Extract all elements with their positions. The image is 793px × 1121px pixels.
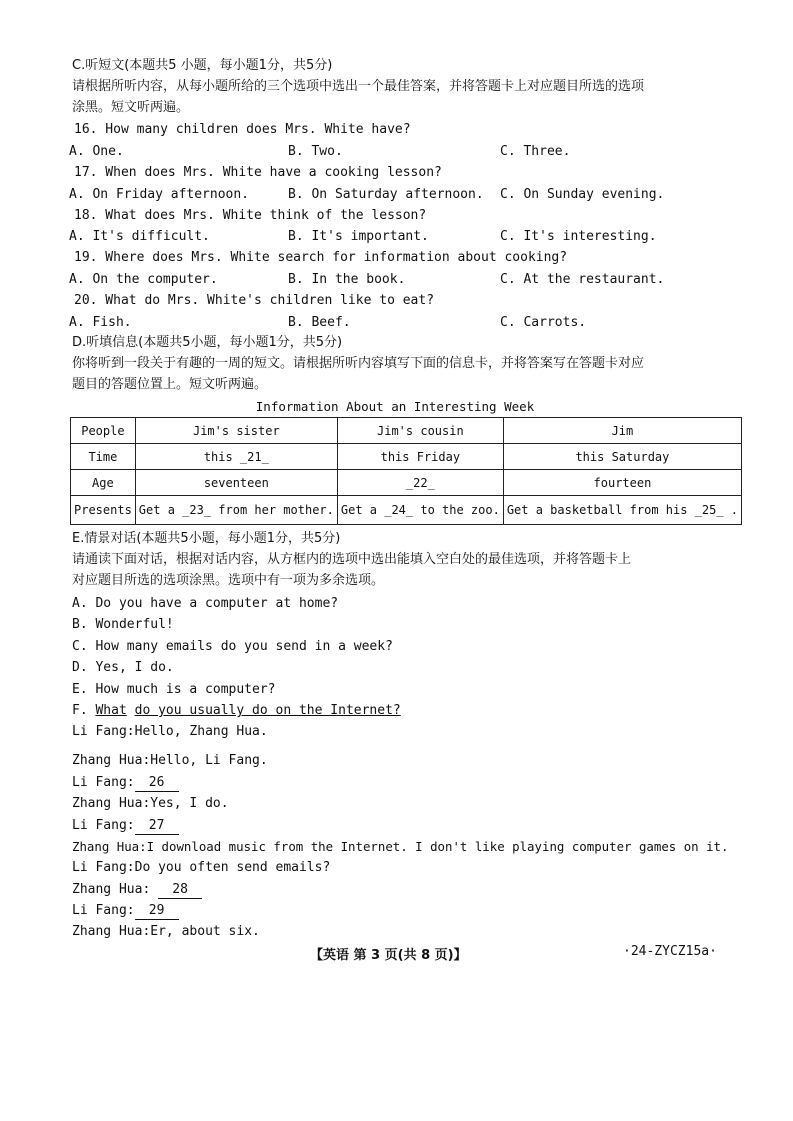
table-cell: Jim's sister [135, 418, 337, 444]
table-cell: Time [71, 444, 136, 470]
answer-blank-26: 26 [135, 775, 179, 792]
speaker: Li Fang: [72, 860, 135, 875]
dialogue-line [72, 818, 179, 835]
speaker: Zhang Hua: [72, 796, 151, 811]
page-number: 【英语 第 3 页(共 8 页)】 [310, 948, 467, 963]
dialogue-line [72, 924, 260, 940]
speaker: Zhang Hua: [72, 753, 151, 768]
table-row [71, 418, 742, 444]
dialogue-text: Yes, I do. [150, 796, 229, 811]
answer-blank-27: 27 [135, 818, 179, 835]
speaker: Li Fang: [72, 775, 135, 790]
dialogue-text: Do you often send emails? [134, 860, 331, 875]
option-19b: B. In the book. [288, 272, 406, 287]
table-cell: People [71, 418, 136, 444]
table-cell: Get a _24_ to the zoo. [337, 496, 503, 525]
option-17a: A. On Friday afternoon. [69, 187, 250, 202]
speaker: Zhang Hua: [72, 924, 151, 939]
dialogue-line [72, 724, 268, 740]
question-16: 16. How many children does Mrs. White have? [74, 122, 411, 137]
speaker: Li Fang: [72, 818, 135, 833]
dialogue-line [72, 903, 179, 920]
section-e-instruction-cont: 对应题目所选的选项涂黑。选项中有一项为多余选项。 [72, 573, 385, 588]
table-cell: Get a basketball from his _25_ . [503, 496, 741, 525]
dialogue-text: I download music from the Internet. I don't like playing computer games on it. [146, 839, 729, 854]
table-cell: fourteen [503, 470, 741, 496]
table-cell: this _21_ [135, 444, 337, 470]
table-cell: seventeen [135, 470, 337, 496]
option-17c: C. On Sunday evening. [500, 187, 665, 202]
question-19: 19. Where does Mrs. White search for information about cooking? [74, 250, 568, 265]
table-cell: Age [71, 470, 136, 496]
option-f-rest: do you usually do on the Internet? [134, 703, 401, 718]
speaker: Zhang Hua: [72, 882, 159, 897]
section-c-instruction-cont: 涂黑。短文听两遍。 [72, 100, 190, 115]
speaker: Li Fang: [72, 724, 135, 739]
option-f-word: What [95, 703, 127, 718]
option-18c: C. It's interesting. [500, 229, 657, 244]
section-e-instruction: 请通读下面对话，根据对话内容，从方框内的选项中选出能填入空白处的最佳选项，并将答题卡上 [72, 552, 632, 567]
table-title: Information About an Interesting Week [255, 399, 535, 414]
dialogue-line [72, 753, 268, 769]
table-cell: _22_ [337, 470, 503, 496]
option-c: C. How many emails do you send in a week? [72, 639, 393, 654]
question-20: 20. What do Mrs. White's children like to eat? [74, 293, 435, 308]
table-cell: this Saturday [503, 444, 741, 470]
answer-blank-28: 28 [158, 882, 202, 899]
option-19a: A. On the computer. [69, 272, 218, 287]
option-20a: A. Fish. [69, 315, 132, 330]
section-d-heading: D.听填信息(本题共5小题，每小题1分，共5分) [72, 335, 343, 350]
information-table [70, 417, 742, 525]
option-17b: B. On Saturday afternoon. [288, 187, 484, 202]
question-17: 17. When does Mrs. White have a cooking lesson? [74, 165, 442, 180]
option-18a: A. It's difficult. [69, 229, 210, 244]
option-20b: B. Beef. [288, 315, 351, 330]
dialogue-line [72, 775, 179, 792]
dialogue-text: Er, about six. [150, 924, 260, 939]
exam-code: ·24-ZYCZ15a· [623, 944, 717, 959]
table-row [71, 444, 742, 470]
answer-blank-29: 29 [135, 903, 179, 920]
table-row [71, 496, 742, 525]
dialogue-line [72, 839, 728, 855]
option-20c: C. Carrots. [500, 315, 587, 330]
table-cell: this Friday [337, 444, 503, 470]
option-19c: C. At the restaurant. [500, 272, 665, 287]
dialogue-line [72, 882, 202, 899]
speaker: Zhang Hua: [72, 839, 147, 854]
option-18b: B. It's important. [288, 229, 429, 244]
option-f-prefix: F. [72, 703, 96, 718]
option-16b: B. Two. [288, 144, 343, 159]
table-cell: Get a _23_ from her mother. [135, 496, 337, 525]
dialogue-text: Hello, Zhang Hua. [134, 724, 268, 739]
section-c-instruction: 请根据所听内容，从每小题所给的三个选项中选出一个最佳答案，并将答题卡上对应题目所选的选项 [72, 79, 645, 94]
table-cell: Jim's cousin [337, 418, 503, 444]
table-row [71, 470, 742, 496]
option-e: E. How much is a computer? [72, 682, 276, 697]
section-e-heading: E.情景对话(本题共5小题，每小题1分，共5分) [72, 531, 341, 546]
option-16c: C. Three. [500, 144, 571, 159]
option-d: D. Yes, I do. [72, 660, 174, 675]
question-18: 18. What does Mrs. White think of the lesson? [74, 208, 427, 223]
dialogue-line [72, 860, 330, 876]
option-16a: A. One. [69, 144, 124, 159]
speaker: Li Fang: [72, 903, 135, 918]
table-cell: Presents [71, 496, 136, 525]
section-d-instruction-cont: 题目的答题位置上。短文听两遍。 [72, 377, 268, 392]
option-b: B. Wonderful! [72, 617, 174, 632]
section-d-instruction: 你将听到一段关于有趣的一周的短文。请根据所听内容填写下面的信息卡，并将答案写在答题卡对应 [72, 356, 645, 371]
option-a: A. Do you have a computer at home? [72, 596, 339, 611]
option-f [72, 703, 401, 719]
section-c-heading: C.听短文(本题共5 小题，每小题1分，共5分) [72, 58, 333, 73]
table-cell: Jim [503, 418, 741, 444]
dialogue-text: Hello, Li Fang. [150, 753, 268, 768]
dialogue-line [72, 796, 229, 812]
